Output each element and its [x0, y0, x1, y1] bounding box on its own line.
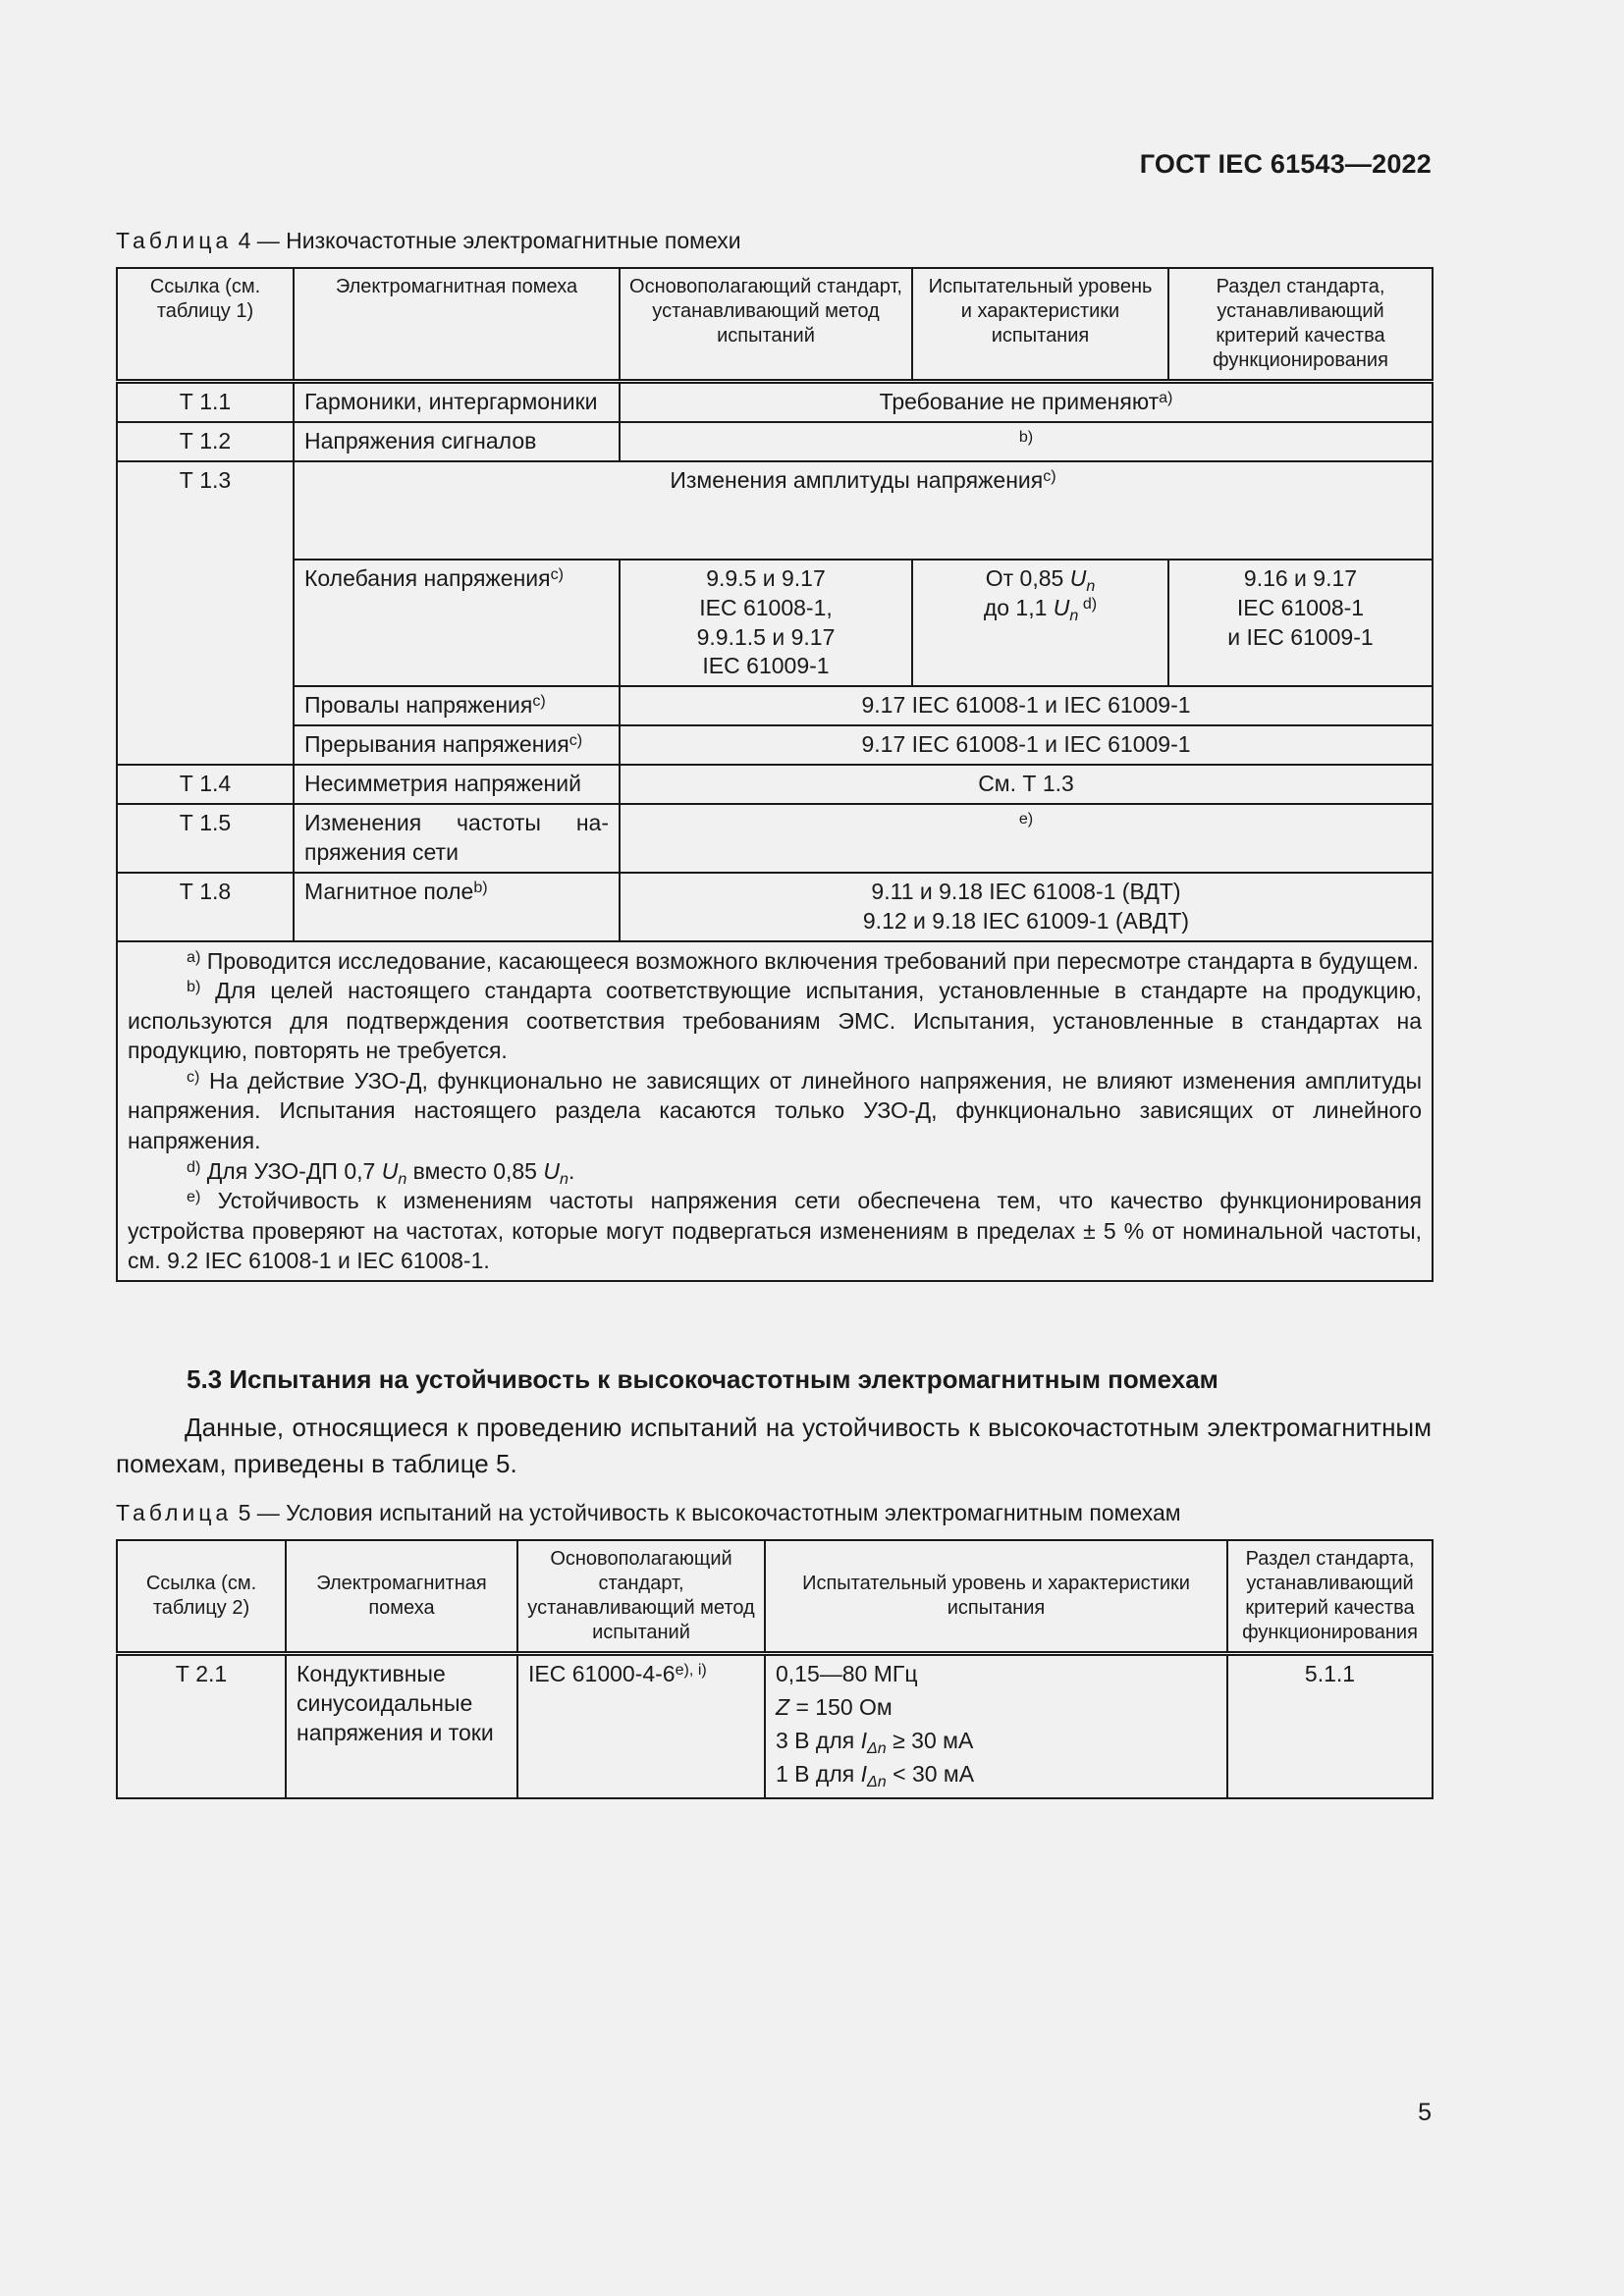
level-text: = 150 Ом	[789, 1693, 893, 1720]
footnote-mark: b)	[473, 878, 488, 896]
footnote-text: Для целей настоящего стандарта соответствующие испытания, установленные в стандарте на продукцию, используются для подтверждения соответствия требованиям ЭМС. Испытания, установленные в стандартах на продукцию, повторять не требуется.	[128, 978, 1422, 1064]
row-value-text: Требование не применяют	[879, 389, 1160, 414]
row-value-line: 9.11 и 9.18 IEC 61008-1 (ВДТ)	[871, 878, 1181, 904]
table4-header-test-level: Испытательный уровень и характеристики испытания	[912, 268, 1168, 382]
table-row	[117, 461, 1433, 560]
row-test-level	[765, 1654, 1227, 1798]
row-value: 9.17 IEC 61008-1 и IEC 61009-1	[620, 725, 1433, 765]
table5-header-test-level: Испытательный уровень и характеристики испытания	[765, 1540, 1227, 1654]
level-line	[776, 1760, 1217, 1789]
table4-header-row	[117, 268, 1433, 382]
table-row	[117, 804, 1433, 873]
level-text: до 1,1	[983, 594, 1054, 620]
document-code: ГОСТ IEC 61543—2022	[1139, 149, 1432, 179]
row-phenomenon: Гармоники, интергармоники	[294, 382, 620, 422]
symbol-u: U	[1069, 564, 1087, 591]
symbol-n: n	[1086, 576, 1096, 595]
row-group-text: Изменения амплитуды напряжения	[670, 466, 1044, 493]
table5-header-ref: Ссылка (см. таблицу 2)	[117, 1540, 286, 1654]
row-phenomenon	[294, 686, 620, 725]
table4-caption	[116, 228, 741, 254]
row-ref: Т 1.5	[117, 804, 294, 873]
table4	[116, 267, 1434, 1282]
table5-header-row	[117, 1540, 1433, 1654]
row-ref: Т 2.1	[117, 1654, 286, 1798]
row-ref: Т 1.3	[117, 461, 294, 765]
row-phenomenon	[294, 560, 620, 687]
table-row	[117, 725, 1433, 765]
row-ref: Т 1.4	[117, 765, 294, 804]
row-phenomenon: Кондуктивные синусоидальные напряжения и токи	[286, 1654, 517, 1798]
footnote-a	[128, 946, 1422, 977]
row-phenomenon	[294, 804, 620, 873]
symbol-u: U	[381, 1157, 399, 1184]
row-phenomenon-text: Прерывания напряжения	[304, 731, 569, 758]
table5-header-criteria: Раздел стандарта, устанавливающий критерий качества функционирования	[1227, 1540, 1433, 1654]
footnote-mark: c)	[1043, 466, 1056, 485]
footnote-c	[128, 1066, 1422, 1156]
level-text: ≥ 30 мА	[886, 1727, 974, 1753]
table-row	[117, 1654, 1433, 1798]
row-phenomenon: Напряжения сигналов	[294, 422, 620, 461]
level-line	[923, 564, 1158, 594]
criteria-line: 9.16 и 9.17	[1243, 564, 1358, 591]
section-title: 5.3 Испытания на устойчивость к высокочастотным электромагнитным помехам	[187, 1364, 1218, 1394]
table-row	[117, 765, 1433, 804]
row-value-line: 9.12 и 9.18 IEC 61009-1 (АВДТ)	[862, 907, 1190, 934]
row-test-level	[912, 560, 1168, 687]
table4-caption-title: 4 — Низкочастотные электромагнитные помехи	[232, 228, 741, 253]
section-paragraph: Данные, относящиеся к проведению испытаний на устойчивость к высокочастотным электромагнитным помехам, приведены в таблице 5.	[116, 1413, 1432, 1478]
footnote-text: вместо 0,85	[406, 1157, 544, 1184]
table-row	[117, 382, 1433, 422]
row-criteria	[1168, 560, 1433, 687]
std-line: IEC 61009-1	[702, 653, 830, 679]
page-number: 5	[1418, 2099, 1432, 2126]
criteria-line: IEC 61008-1	[1236, 594, 1365, 620]
row-phenomenon-text: Колебания напряжения	[304, 564, 551, 591]
row-value: См. Т 1.3	[620, 765, 1433, 804]
level-line: 0,15—80 МГц	[776, 1661, 918, 1686]
row-group-title	[294, 461, 1433, 560]
footnote-mark: c)	[550, 564, 564, 583]
table5-header-basic-standard: Основополагающий стандарт, устанавливающий метод испытаний	[517, 1540, 765, 1654]
table4-footnotes	[117, 941, 1433, 1281]
row-phenomenon	[294, 725, 620, 765]
symbol-z: Z	[776, 1693, 790, 1720]
table5-caption-title: 5 — Условия испытаний на устойчивость к высокочастотным электромагнитным помехам	[232, 1500, 1181, 1525]
level-text: 3 В для	[776, 1727, 861, 1753]
row-ref: Т 1.8	[117, 873, 294, 941]
table4-header-ref: Ссылка (см. таблицу 1)	[117, 268, 294, 382]
footnote-mark: e)	[1018, 809, 1034, 828]
level-text: 1 В для	[776, 1760, 861, 1787]
row-ref: Т 1.2	[117, 422, 294, 461]
table-row	[117, 686, 1433, 725]
table5-caption	[116, 1500, 1181, 1526]
footnote-text: Проводится исследование, касающееся возможного включения требований при пересмотре стандарта в будущем.	[200, 947, 1419, 974]
row-value	[620, 422, 1433, 461]
row-phenomenon-text: Провалы напряжения	[304, 692, 533, 719]
footnote-d	[128, 1156, 1422, 1187]
table4-caption-word: Таблица	[116, 228, 233, 253]
row-value	[620, 804, 1433, 873]
footnote-text: .	[568, 1157, 575, 1184]
footnote-mark: c)	[532, 692, 546, 711]
level-text: < 30 мА	[886, 1760, 975, 1787]
footnote-mark: b)	[1018, 427, 1034, 446]
symbol-u: U	[1053, 594, 1070, 620]
row-value	[620, 382, 1433, 422]
row-phenomenon-line: пряжения сети	[304, 838, 459, 865]
level-line	[923, 594, 1158, 623]
table-row	[117, 422, 1433, 461]
table4-header-criteria: Раздел стандарта, устанавливающий критерий качества функционирования	[1168, 268, 1433, 382]
symbol-n: n	[1069, 606, 1079, 624]
row-value	[620, 873, 1433, 941]
row-basic-standard	[517, 1654, 765, 1798]
table-row	[117, 560, 1433, 687]
row-phenomenon	[294, 873, 620, 941]
std-line: 9.9.5 и 9.17	[706, 564, 826, 591]
footnote-b	[128, 976, 1422, 1066]
footnote-mark: d)	[187, 1157, 201, 1176]
footnote-text: Устойчивость к изменениям частоты напряжения сети обеспечена тем, что качество функционирования устройства проверяют на частотах, которые могут подвергаться изменениям в пределах ± 5 % от номинальной частоты, см. 9.2 IEC 61008-1 и IEC 61008-1.	[128, 1188, 1422, 1274]
criteria-line: и IEC 61009-1	[1227, 623, 1374, 650]
table4-notes-row	[117, 941, 1433, 1281]
footnote-mark: c)	[187, 1067, 200, 1086]
row-phenomenon-line: Изменения частоты на-	[304, 810, 609, 836]
row-phenomenon-text: Магнитное поле	[304, 878, 474, 904]
footnote-mark: a)	[187, 947, 201, 966]
level-line	[776, 1727, 1217, 1756]
row-ref: Т 1.1	[117, 382, 294, 422]
row-criteria: 5.1.1	[1227, 1654, 1433, 1798]
symbol-n: n	[559, 1169, 568, 1188]
footnote-mark: a)	[1159, 388, 1173, 406]
footnote-mark: e)	[187, 1187, 201, 1205]
symbol-i: I	[860, 1727, 867, 1753]
footnote-text: На действие УЗО-Д, функционально не зависящих от линейного напряжения, не влияют изменения амплитуды напряжения. Испытания настоящего раздела касаются только УЗО-Д, функционально зависящих от линейного напряжения.	[128, 1067, 1422, 1154]
footnote-e	[128, 1186, 1422, 1276]
row-basic-standard	[620, 560, 912, 687]
symbol-n: n	[398, 1169, 407, 1188]
table4-header-phenomenon: Электромагнитная помеха	[294, 268, 620, 382]
symbol-delta-n: Δn	[867, 1738, 887, 1757]
footnote-mark: e), i)	[675, 1660, 707, 1679]
table-row	[117, 873, 1433, 941]
level-line	[776, 1693, 1217, 1723]
footnote-mark: b)	[187, 977, 201, 995]
footnote-text: Для УЗО-ДП 0,7	[200, 1157, 382, 1184]
row-phenomenon: Несимметрия напряжений	[294, 765, 620, 804]
table5	[116, 1539, 1434, 1799]
table5-header-phenomenon: Электромагнитная помеха	[286, 1540, 517, 1654]
table5-caption-word: Таблица	[116, 1500, 233, 1525]
std-line: IEC 61008-1,	[699, 594, 833, 620]
level-text: От 0,85	[985, 564, 1070, 591]
symbol-u: U	[543, 1157, 560, 1184]
footnote-mark: d)	[1078, 594, 1098, 613]
footnote-mark: c)	[568, 731, 583, 749]
symbol-delta-n: Δn	[867, 1772, 887, 1790]
std-line: 9.9.1.5 и 9.17	[696, 623, 836, 650]
table4-header-basic-standard: Основополагающий стандарт, устанавливающий метод испытаний	[620, 268, 912, 382]
row-value: 9.17 IEC 61008-1 и IEC 61009-1	[620, 686, 1433, 725]
std-text: IEC 61000-4-6	[528, 1661, 676, 1686]
symbol-i: I	[860, 1760, 867, 1787]
